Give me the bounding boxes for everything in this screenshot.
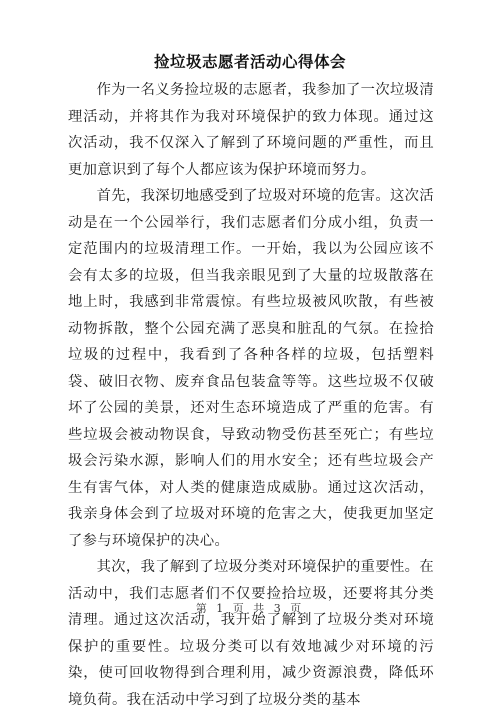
page-footer: 第 1 页 共 3 页 xyxy=(195,602,305,615)
paragraph-intro: 作为一名义务捡垃圾的志愿者，我参加了一次垃圾清理活动，并将其作为我对环境保护的致力体现。通过这次活动，我不仅深入了解到了环境问题的严重性，而且更加意识到了每个人都应该为保护环境而努力。 xyxy=(68,82,434,178)
paragraph-first-point: 首先，我深切地感受到了垃圾对环境的危害。这次活动是在一个公园举行，我们志愿者们分成小组，负责一定范围内的垃圾清理工作。一开始，我以为公园应该不会有太多的垃圾，但当我亲眼见到了大量的垃圾散落在地上时，我感到非常震惊。有些垃圾被风吹散，有些被动物拆散，整个公园充满了恶臭和脏乱的气氛。在捡拾垃圾的过程中，我看到了各种各样的垃圾，包括塑料袋、破旧衣物、废弃食品包装盒等等。这些垃圾不仅破坏了公园的美景，还对生态环境造成了严重的危害。有些垃圾会被动物误食，导致动物受伤甚至死亡；有些垃圾会污染水源，影响人们的用水安全；还有些垃圾会产生有害气体，对人类的健康造成威胁。通过这次活动，我亲身体会到了垃圾对环境的危害之大，使我更加坚定了参与环境保护的决心。 xyxy=(68,188,434,549)
page-title: 捡垃圾志愿者活动心得体会 xyxy=(153,52,346,71)
document-body xyxy=(68,77,434,713)
paragraph-second-point: 其次，我了解到了垃圾分类对环境保护的重要性。在活动中，我们志愿者们不仅要捡拾垃圾，还要将其分类清理。通过这次活动，我开始了解到了垃圾分类对环境保护的重要性。垃圾分类可以有效地减少对环境的污染，使可回收物得到合理利用，减少资源浪费，降低环境负荷。我在活动中学习到了垃圾分类的基本 xyxy=(68,559,434,708)
